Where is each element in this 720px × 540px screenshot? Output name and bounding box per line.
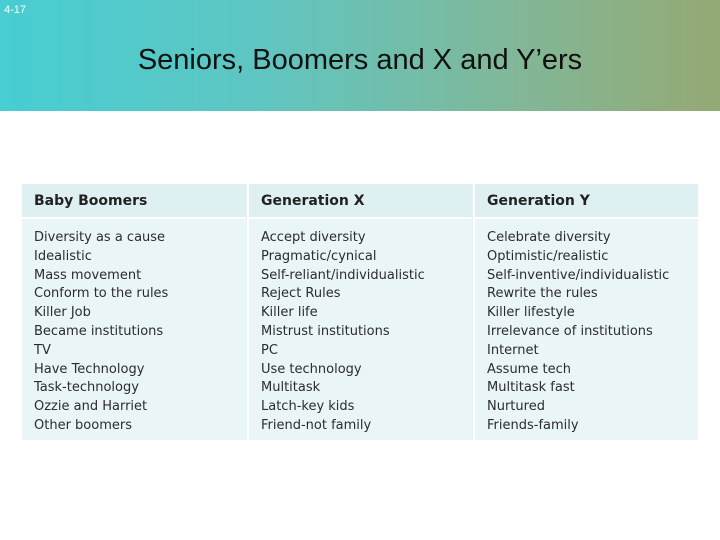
slide-number: 4-17 <box>4 4 27 16</box>
table-cell: Friend-not family <box>261 417 372 433</box>
column-header: Generation X <box>249 184 472 219</box>
table-cell: Celebrate diversity <box>487 230 611 245</box>
table-cell: TV <box>34 342 51 358</box>
column-body <box>475 219 698 440</box>
table-column-generation-y <box>473 184 698 440</box>
table-cell: PC <box>261 342 278 358</box>
table-cell: Internet <box>487 342 539 358</box>
column-body <box>249 219 472 440</box>
generation-comparison-table <box>22 184 698 440</box>
title-banner <box>0 0 720 111</box>
table-cell: Use technology <box>261 361 362 377</box>
table-cell: Optimistic/realistic <box>487 248 609 264</box>
table-cell: Killer Job <box>34 305 91 321</box>
table-column-generation-x <box>247 184 472 440</box>
table-cell: Accept diversity <box>261 230 366 245</box>
table-cell: Pragmatic/cynical <box>261 248 377 264</box>
table-cell: Self-inventive/individualistic <box>487 267 670 283</box>
table-cell: Irrelevance of institutions <box>487 323 653 339</box>
table-cell: Multitask fast <box>487 380 575 396</box>
table-cell: Killer lifestyle <box>487 305 575 321</box>
table-cell: Assume tech <box>487 361 571 377</box>
table-cell: Mistrust institutions <box>261 323 390 339</box>
table-cell: Became institutions <box>34 323 164 339</box>
table-cell: Idealistic <box>34 248 92 264</box>
column-body <box>22 219 246 440</box>
table-cell: Latch-key kids <box>261 399 355 415</box>
table-cell: Conform to the rules <box>34 286 169 302</box>
column-header: Baby Boomers <box>22 184 246 219</box>
table-cell: Killer life <box>261 305 318 321</box>
table-cell: Nurtured <box>487 399 545 415</box>
table-cell: Reject Rules <box>261 286 341 302</box>
table-column-baby-boomers <box>22 184 246 440</box>
table-cell: Rewrite the rules <box>487 286 598 302</box>
table-cell: Self-reliant/individualistic <box>261 267 425 283</box>
table-cell: Multitask <box>261 380 321 396</box>
table-cell: Diversity as a cause <box>34 230 166 245</box>
table-cell: Other boomers <box>34 417 132 433</box>
table-cell: Mass movement <box>34 267 142 283</box>
table-cell: Ozzie and Harriet <box>34 399 148 415</box>
slide-title: Seniors, Boomers and X and Y’ers <box>137 44 583 76</box>
table-cell: Task-technology <box>34 380 139 396</box>
table-cell: Have Technology <box>34 361 145 377</box>
table-cell: Friends-family <box>487 417 579 433</box>
column-header: Generation Y <box>475 184 698 219</box>
